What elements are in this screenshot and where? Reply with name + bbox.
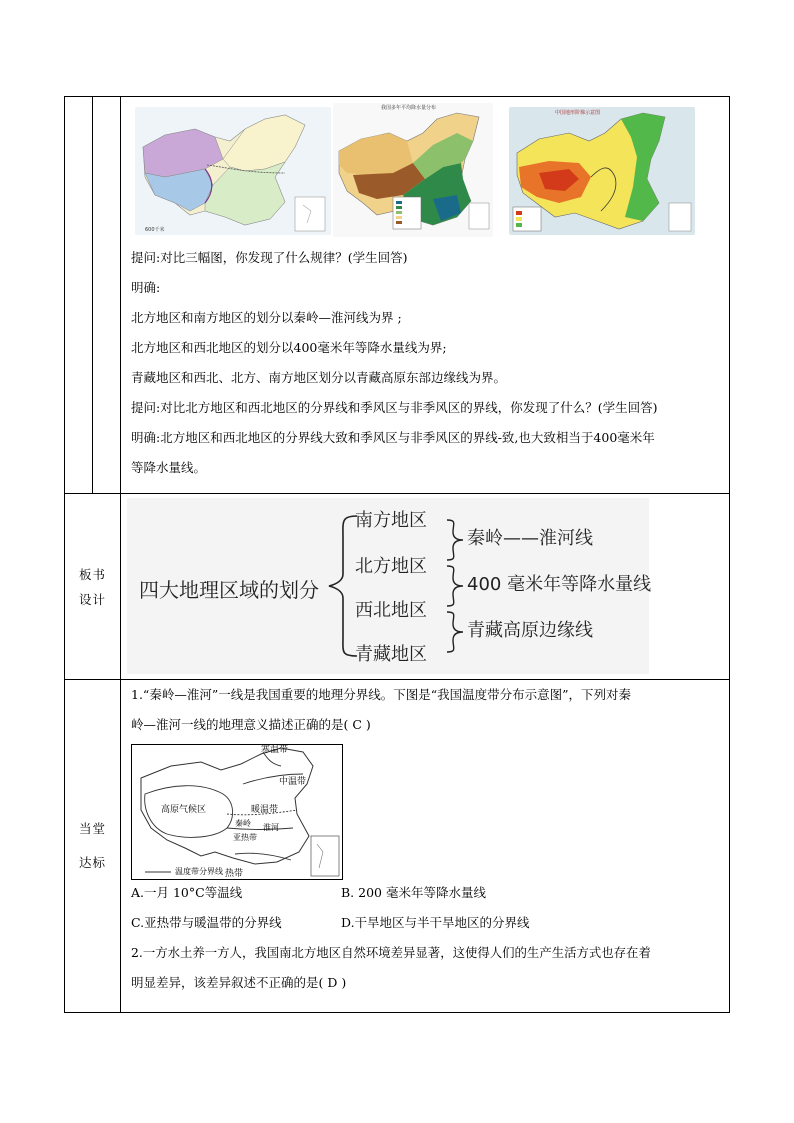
assessment-label: [65, 680, 121, 1012]
clarify-point-1: 北方地区和南方地区的划分以秦岭—淮河线为界 ;: [131, 310, 402, 325]
option-a: A.一月 10°C等温线: [131, 885, 243, 900]
teaching-process-row: [65, 97, 729, 494]
map-scale-caption: 600千米: [145, 227, 165, 233]
label-warm-temperate: 暖温带: [251, 805, 279, 815]
q1-line-2: 岭—淮河一线的地理意义描述正确的是( C ): [131, 717, 371, 732]
clarify-answer-line-2: 等降水量线。: [131, 460, 207, 475]
question-1: 提问:对比三幅图，你发现了什么规律？(学生回答): [131, 250, 408, 265]
board-design-label-line2: 设计: [78, 591, 106, 607]
question-2: 提问:对比北方地区和西北地区的分界线和季风区与非季风区的界线，你发现了什么？(学生回答): [131, 400, 658, 415]
label-plateau-climate: 高原气候区: [161, 805, 207, 815]
board-design-row: [65, 494, 729, 680]
label-boundary-legend: 温度带分界线: [175, 867, 223, 876]
assessment-row: [65, 680, 729, 1012]
assessment-label-line2: 达标: [78, 855, 106, 870]
board-title: 四大地理区域的划分: [139, 578, 319, 602]
board-region-south: 南方地区: [355, 510, 427, 531]
board-design-label: [65, 494, 121, 679]
board-region-qinghai-tibet: 青藏地区: [355, 644, 427, 665]
assessment-content: [121, 680, 729, 1012]
label-huaihe: 淮河: [263, 823, 279, 832]
board-boundary-qinling-huaihe: 秦岭——淮河线: [467, 528, 593, 549]
board-diagram: [127, 498, 652, 674]
label-cold-temperate: 寒温带: [261, 745, 289, 755]
q2-line-2: 明显差异，该差异叙述不正确的是( D ): [131, 975, 347, 990]
label-tropical: 热带: [225, 869, 244, 879]
board-boundary-400mm: 400 毫米年等降水量线: [467, 574, 652, 595]
board-design-content: [121, 494, 729, 679]
clarify-label: 明确:: [131, 280, 161, 295]
temperature-zone-map: [131, 744, 343, 880]
china-precipitation-map: [333, 103, 493, 237]
option-d: D.干旱地区与半干旱地区的分界线: [341, 915, 530, 930]
board-region-north: 北方地区: [355, 556, 427, 577]
label-qinling: 秦岭: [235, 819, 251, 828]
option-c: C.亚热带与暖温带的分界线: [131, 915, 282, 930]
board-design-label-line1: 板书: [78, 566, 106, 582]
label-mid-temperate: 中温带: [279, 777, 307, 787]
option-b: B. 200 毫米年等降水量线: [341, 885, 486, 900]
q1-line-1: 1.“秦岭—淮河”一线是我国重要的地理分界线。下图是“我国温度带分布示意图”，下列对秦: [131, 687, 631, 702]
row-sublabel-empty: [93, 97, 121, 493]
assessment-label-line1: 当堂: [78, 821, 106, 836]
clarify-point-3: 青藏地区和西北、北方、南方地区划分以青藏高原东部边缘线为界。: [131, 370, 507, 385]
board-boundary-plateau-edge: 青藏高原边缘线: [467, 620, 593, 641]
q2-line-1: 2.一方水土养一方人，我国南北方地区自然环境差异显著，这使得人们的生产生活方式也存在着: [131, 945, 651, 960]
teaching-content: [121, 97, 729, 493]
clarify-point-2: 北方地区和西北地区的划分以400毫米年等降水量线为界;: [131, 340, 447, 355]
clarify-answer-line-1: 明确:北方地区和西北地区的分界线大致和季风区与非季风区的界线-致,也大致相当于400毫米年: [131, 430, 655, 445]
lesson-table: [64, 96, 730, 1013]
china-regions-map: [135, 107, 331, 235]
row-label-empty: [65, 97, 93, 493]
board-region-northwest: 西北地区: [355, 600, 427, 621]
china-terrain-steps-map: [509, 107, 695, 235]
label-subtropical: 亚热带: [233, 833, 257, 842]
precipitation-map-title: 我国多年平均降水量分布: [381, 105, 437, 111]
terrain-map-title: 中国地形阶梯示意图: [555, 110, 601, 116]
